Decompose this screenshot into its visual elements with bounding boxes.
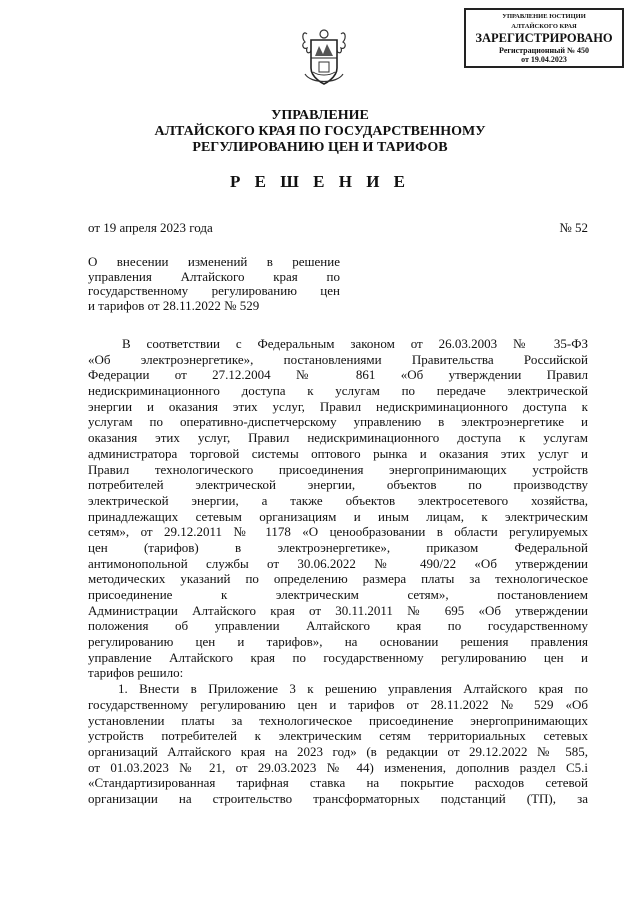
subject-line: государственному регулированию цен (88, 283, 340, 298)
body-line: В соответствии с Федеральным законом от 26.03.2003 № 35-ФЗ (122, 336, 588, 351)
document-type: Р Е Ш Е Н И Е (229, 172, 410, 191)
document-date: от 19 апреля 2023 года (88, 220, 213, 235)
body-line: энергии и оказания этих услуг, Правил недискриминационного доступа к (88, 398, 588, 414)
body-line: положения об управлении Алтайского края по государственному (88, 618, 588, 634)
subject-line: и тарифов от 28.11.2022 № 529 (88, 297, 260, 313)
subject-block (88, 255, 340, 313)
registration-stamp (464, 8, 624, 68)
body-line: государственному регулированию цен и тарифов от 28.11.2022 № 529 «Об (88, 696, 588, 712)
body-line: принадлежащих сетевым организациям и иным лицам, к электрическим (88, 508, 588, 524)
body-line: методических указаний по определению размера платы за технологическое (88, 571, 588, 587)
stamp-reg-date: от 19.04.2023 (521, 55, 567, 64)
body-line: 1. Внести в Приложение 3 к решению управления Алтайского края по (118, 681, 588, 697)
body-line: от 01.03.2023 № 21, от 29.03.2023 № 44) изменения, дополнив раздел С5.i (88, 759, 588, 775)
body-line: «Стандартизированная тарифная ставка на покрытие расходов сетевой (88, 775, 588, 791)
agency-line1: УПРАВЛЕНИЕ (271, 108, 369, 123)
stamp-org-line2: АЛТАЙСКОГО КРАЯ (511, 23, 577, 30)
document-number: № 52 (559, 220, 588, 235)
body-line: цен (тарифов) в электроэнергетике», приказом Федеральной (88, 539, 588, 555)
agency-line2: АЛТАЙСКОГО КРАЯ ПО ГОСУДАРСТВЕННОМУ (154, 124, 486, 139)
body-line: установлении платы за технологическое присоединение энергопринимающих (88, 712, 588, 728)
stamp-status: ЗАРЕГИСТРИРОВАНО (475, 31, 613, 45)
agency-header (0, 108, 640, 156)
body-line: сетям», от 29.12.2011 № 1178 «О ценообразовании в области регулируемых (88, 524, 588, 540)
body-line: организации на строительство трансформаторных подстанций (ТП), за (88, 790, 588, 806)
body-line: антимонопольной службы от 30.06.2022 № 490/22 «Об утверждении (88, 555, 588, 571)
stamp-org-line1: УПРАВЛЕНИЕ ЮСТИЦИИ (502, 13, 586, 20)
body-line: «Об электроэнергетике», постановлениями Правительства Российской (88, 351, 588, 367)
body-line: управление Алтайского края по государственному регулированию цен и (88, 649, 588, 665)
body-line: организаций Алтайского края на 2023 год» (в редакции от 29.12.2022 № 585, (88, 743, 588, 759)
agency-line3: РЕГУЛИРОВАНИЮ ЦЕН И ТАРИФОВ (192, 140, 448, 155)
body-line: администратора торговой системы оптового рынка и оказания этих услуг и (88, 445, 588, 461)
body-line: Федерации от 27.12.2004 № 861 «Об утверждении Правил (88, 367, 588, 383)
body-line: Администрации Алтайского края от 30.11.2011 № 695 «Об утверждении (88, 602, 588, 618)
body-text (88, 336, 588, 807)
body-line: регулированию цен и тарифов», на основании решения правления (88, 634, 588, 650)
body-line: Правил технологического присоединения энергопринимающих устройств (88, 461, 588, 477)
body-line: недискриминационного доступа к услугам по передаче электрической (88, 383, 588, 399)
body-line: присоединение к электрическим сетям», постановлением (88, 587, 588, 602)
body-line: услугам по оперативно-диспетчерскому управлению в электроэнергетике и (88, 414, 588, 430)
coat-of-arms-icon (299, 28, 349, 88)
body-line: потребителей электрической энергии, объектов по производству (88, 477, 588, 493)
body-line: электрической энергии, а также объектов электросетевого хозяйства, (88, 492, 588, 508)
subject-line: О внесении изменений в решение (88, 254, 340, 269)
subject-line: управления Алтайского края по (88, 268, 340, 284)
stamp-reg-number: Регистрационный № 450 (499, 46, 589, 55)
body-line: тарифов решило: (88, 665, 184, 681)
body-line: оказания этих услуг, Правил недискриминационного доступа к услугам (88, 430, 588, 446)
body-line: устройств потребителей к электрическим сетям территориальных сетевых (88, 728, 588, 744)
